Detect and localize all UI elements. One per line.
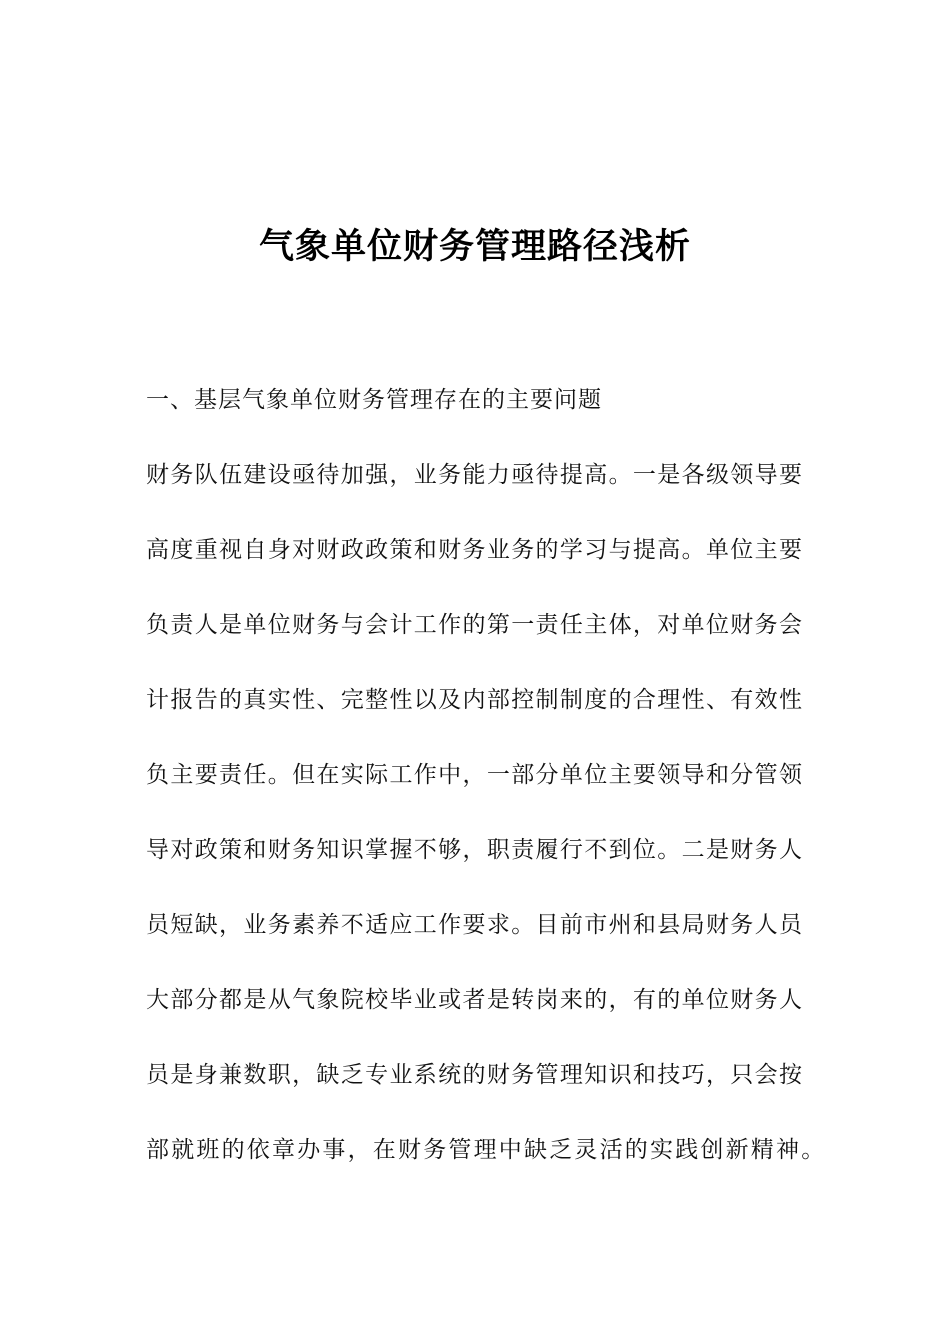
paragraph-line: 财务队伍建设亟待加强，业务能力亟待提高。一是各级领导要 bbox=[146, 462, 802, 488]
paragraph-line: 高度重视自身对财政政策和财务业务的学习与提高。单位主要 bbox=[146, 537, 802, 563]
body-paragraph bbox=[146, 458, 827, 1208]
paragraph-line: 负责人是单位财务与会计工作的第一责任主体，对单位财务会 bbox=[146, 612, 802, 638]
paragraph-line: 大部分都是从气象院校毕业或者是转岗来的，有的单位财务人 bbox=[146, 987, 802, 1013]
paragraph-line: 计报告的真实性、完整性以及内部控制制度的合理性、有效性 bbox=[146, 687, 802, 713]
paragraph-line: 导对政策和财务知识掌握不够，职责履行不到位。二是财务人 bbox=[146, 837, 802, 863]
document-title: 气象单位财务管理路径浅析 bbox=[258, 227, 691, 267]
paragraph-line: 部就班的依章办事，在财务管理中缺乏灵活的实践创新精神。 bbox=[146, 1137, 827, 1163]
paragraph-line: 负主要责任。但在实际工作中，一部分单位主要领导和分管领 bbox=[146, 762, 802, 788]
section-heading: 一、基层气象单位财务管理存在的主要问题 bbox=[146, 387, 602, 413]
paragraph-line: 员短缺，业务素养不适应工作要求。目前市州和县局财务人员 bbox=[146, 912, 802, 938]
paragraph-line: 员是身兼数职，缺乏专业系统的财务管理知识和技巧，只会按 bbox=[146, 1062, 802, 1088]
